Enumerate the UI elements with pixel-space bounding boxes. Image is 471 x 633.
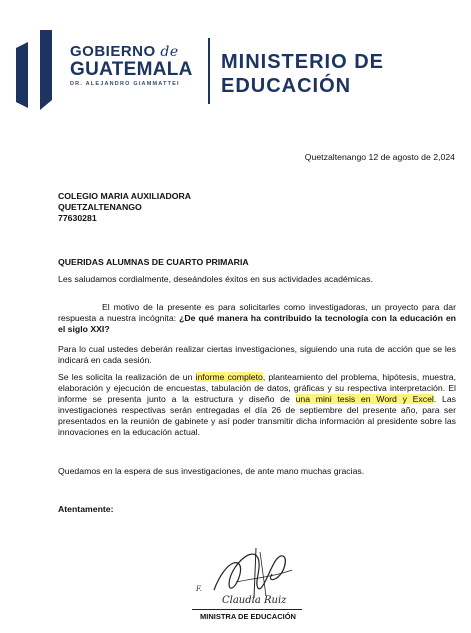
highlight-tesis: una mini tesis en Word y Excel: [295, 394, 434, 404]
paragraph-greeting: Les saludamos cordialmente, deseándoles éxitos en sus actividades académicas.: [58, 274, 373, 284]
recipient-phone: 77630281: [58, 213, 97, 223]
signature-line: [192, 609, 302, 610]
signer-title: MINISTRA DE EDUCACIÓN: [200, 612, 296, 621]
recipient-school: COLEGIO MARIA AUXILIADORA: [58, 191, 192, 201]
paragraph-requirements: Se les solicita la realización de un informe completo, planteamiento del problema, hipótesis, muestra, elaboración y ejecución de encuestas, tabulación de datos, gráficas y su respectiva interpretación. El informe se presenta junto a la estructura y diseño de una mini tesis en Word y Excel. Las investigaciones respectivas serán entregadas el día 26 de septiembre del presente año, para ser presentados en la reunión de gabinete y así poder transmitir dicha información al presidente sobre las innovaciones en la educación actual.: [58, 372, 456, 437]
paragraph-thanks: Quedamos en la espera de sus investigaciones, de ante mano muchas gracias.: [58, 466, 365, 476]
guatemala-government-emblem-icon: [14, 30, 66, 110]
closing: Atentamente:: [58, 504, 114, 514]
ministry-title: MINISTERIO DE EDUCACIÓN: [221, 51, 385, 97]
recipient-block: [58, 191, 191, 224]
header-divider: [208, 38, 210, 104]
signer-name: Claudia Ruiz: [222, 595, 287, 606]
president-name: DR. ALEJANDRO GIAMMATTEI: [70, 81, 180, 87]
government-wordmark: [70, 44, 193, 88]
government-name: GOBIERNO de: [70, 43, 179, 60]
letter-date: Quetzaltenango 12 de agosto de 2,024: [304, 152, 455, 162]
highlight-informe: informe completo: [195, 372, 263, 382]
letterhead: [0, 0, 471, 120]
recipient-city: QUETZALTENANGO: [58, 202, 142, 212]
paragraph-instructions: Para lo cual ustedes deberán realizar ciertas investigaciones, siguiendo una ruta de acción que se les indicará en cada sesión.: [58, 344, 456, 365]
salutation: QUERIDAS ALUMNAS DE CUARTO PRIMARIA: [58, 257, 249, 267]
signature-mark: F.: [196, 585, 202, 593]
paragraph-purpose: El motivo de la presente es para solicitarles como investigadoras, un proyecto para dar respuesta a nuestra incógnita: ¿De qué manera ha contribuido la tecnología con la educación en el siglo XXI?: [58, 302, 456, 334]
country-name: GUATEMALA: [70, 59, 193, 80]
research-question: ¿De qué manera ha contribuido la tecnología con la educación en el siglo XXI?: [58, 313, 456, 334]
